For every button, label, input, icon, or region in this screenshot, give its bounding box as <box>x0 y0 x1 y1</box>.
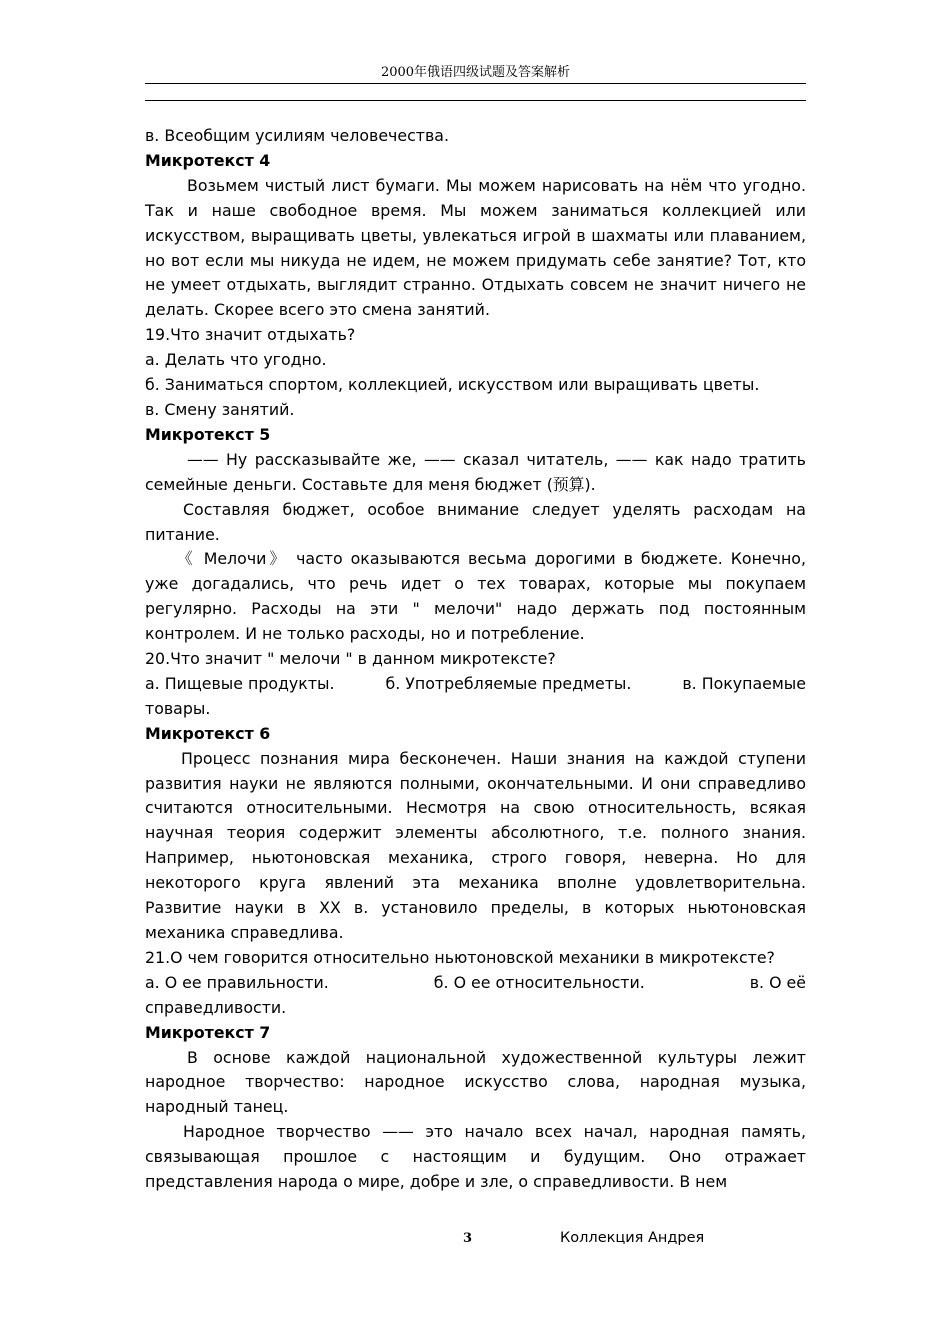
answer-option: б. О ее относительности. <box>433 972 645 992</box>
page-body <box>145 124 806 1195</box>
paragraph: Возьмем чистый лист бумаги. Мы можем нарисовать на нём что угодно. Так и наше свободное время. Мы можем заниматься коллекцией или искусством, выращивать цветы, увлекаться игрой в шахматы или плаванием, но вот если мы никуда не идем, не можем придумать себе занятие? Тот, кто не умеет отдыхать, выглядит странно. Отдыхать совсем не значит ничего не делать. Скорее всего это смена занятий. <box>145 175 806 320</box>
answer-option: а. Делать что угодно. <box>145 350 327 370</box>
paragraph: Составляя бюджет, особое внимание следует уделять расходам на питание. <box>145 499 806 544</box>
section-heading: Микротекст 7 <box>145 1022 271 1042</box>
answer-option: в. Смену занятий. <box>145 399 295 419</box>
answer-option-continuation: справедливости. <box>145 997 287 1017</box>
answer-option: а. О ее правильности. <box>145 972 329 992</box>
paragraph: 《 Мелочи》 часто оказываются весьма дорогими в бюджете. Конечно, уже догадались, что речь идет о тех товарах, которые мы покупаем регулярно. Расходы на эти " мелочи" надо держать под постоянным контролем. И не только расходы, но и потребление. <box>145 549 806 644</box>
header-rule-top <box>145 83 806 84</box>
answer-option: в. О её <box>749 972 806 992</box>
answer-options-row <box>145 672 806 697</box>
answer-option: в. Покупаемые <box>682 673 806 693</box>
question: 21.О чем говорится относительно ньютоновской механики в микротексте? <box>145 947 775 967</box>
question: 19.Что значит отдыхать? <box>145 325 356 345</box>
paragraph: —— Ну рассказывайте же, —— сказал читатель, —— как надо тратить семейные деньги. Составьте для меня бюджет (预算). <box>145 449 806 494</box>
header-rule-bottom <box>145 100 806 101</box>
answer-option-continuation: товары. <box>145 698 211 718</box>
answer-option: в. Всеобщим усилиям человечества. <box>145 126 449 145</box>
section-heading: Микротекст 4 <box>145 150 271 170</box>
answer-option: а. Пищевые продукты. <box>145 673 335 693</box>
paragraph: Процесс познания мира бесконечен. Наши знания на каждой ступени развития науки не являются полными, окончательными. И они справедливо считаются относительными. Несмотря на свою относительность, всякая научная теория содержит элементы абсолютного, т.е. полного знания. Например, ньютоновская механика, строго говоря, неверна. Но для некоторого круга явлений эта механика вполне удовлетворительна. Развитие науки в ХХ в. установило пределы, в которых ньютоновская механика справедлива. <box>145 748 806 942</box>
section-heading: Микротекст 5 <box>145 424 271 444</box>
paragraph: Народное творчество —— это начало всех начал, народная память, связывающая прошлое с настоящим и будущим. Оно отражает представления народа о мире, добре и зле, о справедливости. В нем <box>145 1122 806 1192</box>
paragraph: В основе каждой национальной художественной культуры лежит народное творчество: народное искусство слова, народная музыка, народный танец. <box>145 1047 806 1117</box>
section-heading: Микротекст 6 <box>145 723 271 743</box>
footer-collection: Коллекция Андрея <box>560 1230 705 1246</box>
page-header: 2000年俄语四级试题及答案解析 <box>380 65 571 80</box>
answer-option: б. Употребляемые предметы. <box>385 673 632 693</box>
answer-option: б. Заниматься спортом, коллекцией, искусством или выращивать цветы. <box>145 375 760 395</box>
page-number: 3 <box>463 1231 473 1246</box>
answer-options-row <box>145 971 806 996</box>
question: 20.Что значит " мелочи " в данном микротексте? <box>145 649 556 669</box>
